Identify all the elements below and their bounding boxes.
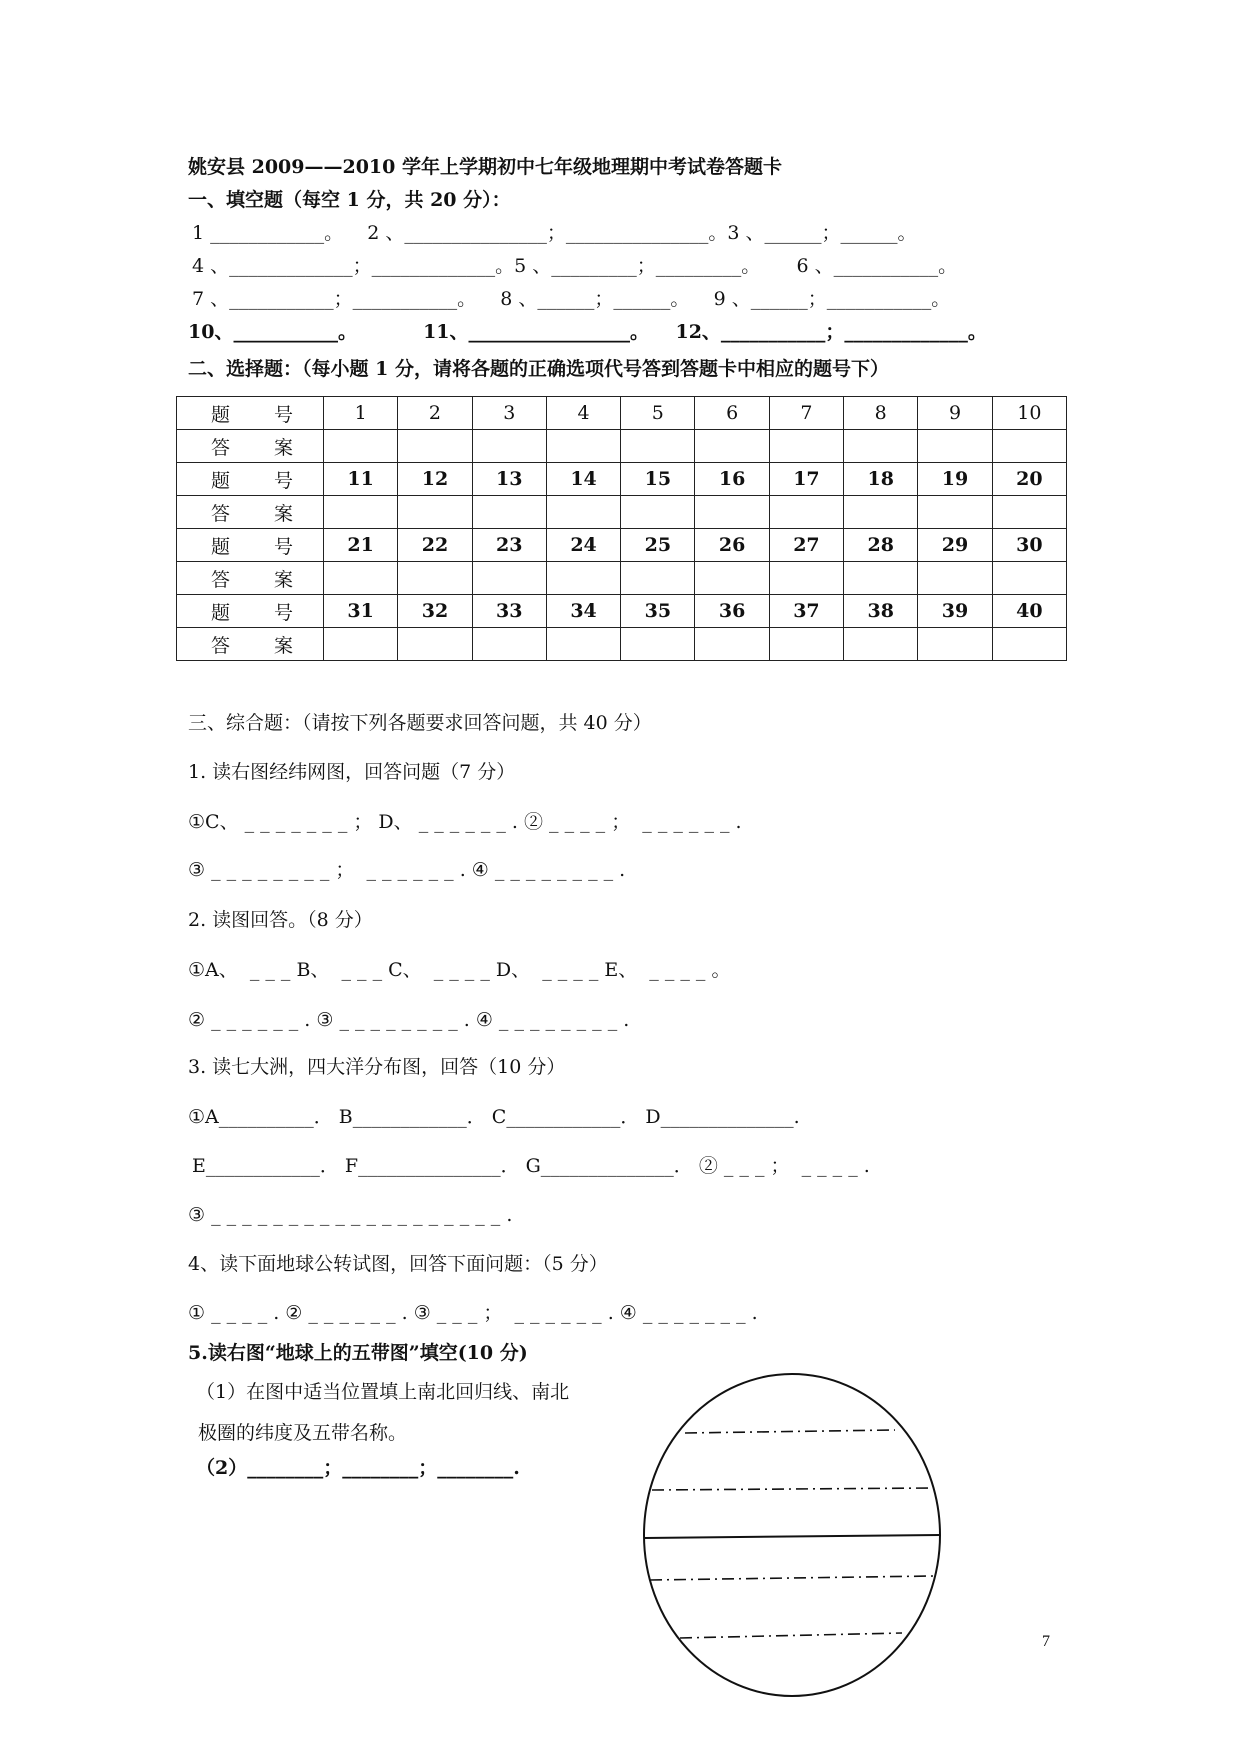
question-number-row <box>177 397 1067 430</box>
question2-line1[interactable]: ①A、 _ _ _ B、 _ _ _ C、 _ _ _ _ D、 _ _ _ _ E、 _ _ _ _ 。 <box>188 959 731 981</box>
question5-line1: （1）在图中适当位置填上南北回归线、南北 <box>196 1381 570 1403</box>
answer-cell[interactable] <box>398 628 472 661</box>
answer-cell[interactable] <box>621 628 695 661</box>
answer-cell[interactable] <box>844 628 918 661</box>
question3-line2[interactable]: E____________． F_______________． G______________． ② _ _ _ ； _ _ _ _ . <box>192 1155 870 1177</box>
section1-heading: 一、填空题（每空 1 分，共 20 分）： <box>188 189 511 211</box>
question1-line1[interactable]: ①C、 _ _ _ _ _ _ _ ； D、 _ _ _ _ _ _ . ② _ _ _ _ ； _ _ _ _ _ _ . <box>188 811 742 833</box>
question-number-cell: 1 <box>324 397 398 430</box>
answer-cell[interactable] <box>695 628 769 661</box>
question-number-row <box>177 463 1067 496</box>
question-number-label: 题 号 <box>177 595 324 628</box>
question3-line1[interactable]: ①A__________． B____________． C____________． D______________. <box>188 1106 800 1128</box>
answer-row <box>177 628 1067 661</box>
question-number-label: 题 号 <box>177 529 324 562</box>
question-number-cell: 11 <box>324 463 398 496</box>
answer-table <box>176 396 1067 661</box>
question2-line2[interactable]: ② _ _ _ _ _ _ . ③ _ _ _ _ _ _ _ _ . ④ _ _ _ _ _ _ _ _ . <box>188 1009 630 1031</box>
answer-cell[interactable] <box>844 562 918 595</box>
question-number-cell: 4 <box>546 397 620 430</box>
question-number-row <box>177 529 1067 562</box>
question-number-cell: 32 <box>398 595 472 628</box>
answer-cell[interactable] <box>621 562 695 595</box>
page-number: 7 <box>1042 1633 1050 1650</box>
answer-cell[interactable] <box>324 430 398 463</box>
answer-cell[interactable] <box>992 496 1066 529</box>
question-number-cell: 3 <box>472 397 546 430</box>
answer-cell[interactable] <box>621 430 695 463</box>
answer-cell[interactable] <box>324 628 398 661</box>
answer-cell[interactable] <box>398 430 472 463</box>
answer-cell[interactable] <box>546 562 620 595</box>
question-number-cell: 36 <box>695 595 769 628</box>
answer-cell[interactable] <box>844 430 918 463</box>
question-number-cell: 16 <box>695 463 769 496</box>
question-number-cell: 12 <box>398 463 472 496</box>
answer-label: 答 案 <box>177 562 324 595</box>
question-number-cell: 13 <box>472 463 546 496</box>
question-number-cell: 10 <box>992 397 1066 430</box>
question-number-cell: 5 <box>621 397 695 430</box>
question-number-cell: 31 <box>324 595 398 628</box>
question4-line1[interactable]: ① _ _ _ _ . ② _ _ _ _ _ _ . ③ _ _ _ ； _ _ _ _ _ _ . ④ _ _ _ _ _ _ _ . <box>188 1302 758 1324</box>
arctic-circle-line <box>685 1430 895 1433</box>
answer-cell[interactable] <box>398 562 472 595</box>
question-number-cell: 21 <box>324 529 398 562</box>
answer-cell[interactable] <box>324 496 398 529</box>
question-number-cell: 23 <box>472 529 546 562</box>
answer-cell[interactable] <box>918 628 992 661</box>
five-zones-diagram <box>640 1370 960 1700</box>
question-number-cell: 29 <box>918 529 992 562</box>
answer-cell[interactable] <box>918 430 992 463</box>
question-number-cell: 27 <box>769 529 843 562</box>
question-number-cell: 34 <box>546 595 620 628</box>
answer-cell[interactable] <box>472 562 546 595</box>
answer-cell[interactable] <box>695 562 769 595</box>
answer-cell[interactable] <box>918 496 992 529</box>
question1-title: 1. 读右图经纬网图，回答问题（7 分） <box>188 761 516 783</box>
question-number-cell: 2 <box>398 397 472 430</box>
answer-cell[interactable] <box>472 496 546 529</box>
question-number-cell: 28 <box>844 529 918 562</box>
section2-heading: 二、选择题：（每小题 1 分，请将各题的正确选项代号答到答题卡中相应的题号下） <box>188 358 889 380</box>
question-number-cell: 19 <box>918 463 992 496</box>
answer-cell[interactable] <box>472 430 546 463</box>
tropic-of-capricorn-line <box>650 1576 933 1580</box>
answer-label: 答 案 <box>177 628 324 661</box>
question3-title: 3. 读七大洲，四大洋分布图，回答（10 分） <box>188 1056 566 1078</box>
answer-row <box>177 562 1067 595</box>
question5-title: 5.读右图“地球上的五带图”填空(10 分) <box>188 1342 528 1364</box>
answer-cell[interactable] <box>472 628 546 661</box>
question-number-cell: 17 <box>769 463 843 496</box>
page-title: 姚安县 2009——2010 学年上学期初中七年级地理期中考试卷答题卡 <box>188 156 782 178</box>
answer-cell[interactable] <box>918 562 992 595</box>
answer-cell[interactable] <box>769 430 843 463</box>
question-number-cell: 24 <box>546 529 620 562</box>
question-number-cell: 6 <box>695 397 769 430</box>
answer-cell[interactable] <box>546 430 620 463</box>
answer-cell[interactable] <box>992 628 1066 661</box>
answer-cell[interactable] <box>621 496 695 529</box>
question-number-cell: 39 <box>918 595 992 628</box>
section3-heading: 三、综合题：（请按下列各题要求回答问题，共 40 分） <box>188 712 652 734</box>
fill-blank-line-3[interactable]: 7 、___________；___________。 8 、______；______。 9 、______；___________。 <box>192 288 951 310</box>
answer-cell[interactable] <box>992 430 1066 463</box>
question-number-cell: 38 <box>844 595 918 628</box>
question-number-cell: 9 <box>918 397 992 430</box>
question5-line3[interactable]: （2）________；________；________. <box>196 1457 520 1479</box>
question-number-cell: 7 <box>769 397 843 430</box>
answer-cell[interactable] <box>844 496 918 529</box>
answer-cell[interactable] <box>546 496 620 529</box>
question-number-cell: 15 <box>621 463 695 496</box>
question-number-cell: 18 <box>844 463 918 496</box>
answer-label: 答 案 <box>177 496 324 529</box>
answer-row <box>177 496 1067 529</box>
question-number-row <box>177 595 1067 628</box>
answer-row <box>177 430 1067 463</box>
question-number-cell: 26 <box>695 529 769 562</box>
question4-title: 4、读下面地球公转试图，回答下面问题：（5 分） <box>188 1253 608 1275</box>
question1-line2[interactable]: ③ _ _ _ _ _ _ _ _ ； _ _ _ _ _ _ . ④ _ _ _ _ _ _ _ _ . <box>188 859 626 881</box>
fill-blank-line-2[interactable]: 4 、_____________；_____________。5 、_________；_________。 6 、___________。 <box>192 255 958 277</box>
question2-title: 2. 读图回答。（8 分） <box>188 909 373 931</box>
answer-label: 答 案 <box>177 430 324 463</box>
question-number-cell: 35 <box>621 595 695 628</box>
question-number-cell: 37 <box>769 595 843 628</box>
answer-cell[interactable] <box>992 562 1066 595</box>
question5-line2: 极圈的纬度及五带名称。 <box>198 1422 408 1444</box>
answer-cell[interactable] <box>398 496 472 529</box>
tropic-of-cancer-line <box>652 1488 932 1490</box>
question-number-cell: 30 <box>992 529 1066 562</box>
answer-cell[interactable] <box>546 628 620 661</box>
answer-cell[interactable] <box>324 562 398 595</box>
fill-blank-line-1[interactable]: 1 ____________。 2 、_______________；_______________。3 、______；______。 <box>192 222 917 244</box>
question-number-cell: 33 <box>472 595 546 628</box>
answer-cell[interactable] <box>695 496 769 529</box>
antarctic-circle-line <box>680 1633 902 1638</box>
question-number-cell: 8 <box>844 397 918 430</box>
question3-line3[interactable]: ③ _ _ _ _ _ _ _ _ _ _ _ _ _ _ _ _ _ _ _ . <box>188 1204 513 1226</box>
question-number-label: 题 号 <box>177 463 324 496</box>
fill-blank-line-4[interactable]: 10、___________。 11、_________________。 12、___________；_____________。 <box>188 321 987 343</box>
question-number-cell: 22 <box>398 529 472 562</box>
answer-cell[interactable] <box>769 562 843 595</box>
question-number-cell: 25 <box>621 529 695 562</box>
question-number-cell: 14 <box>546 463 620 496</box>
answer-cell[interactable] <box>695 430 769 463</box>
equator-line <box>645 1535 940 1538</box>
answer-cell[interactable] <box>769 496 843 529</box>
answer-cell[interactable] <box>769 628 843 661</box>
question-number-cell: 40 <box>992 595 1066 628</box>
question-number-label: 题 号 <box>177 397 324 430</box>
question-number-cell: 20 <box>992 463 1066 496</box>
